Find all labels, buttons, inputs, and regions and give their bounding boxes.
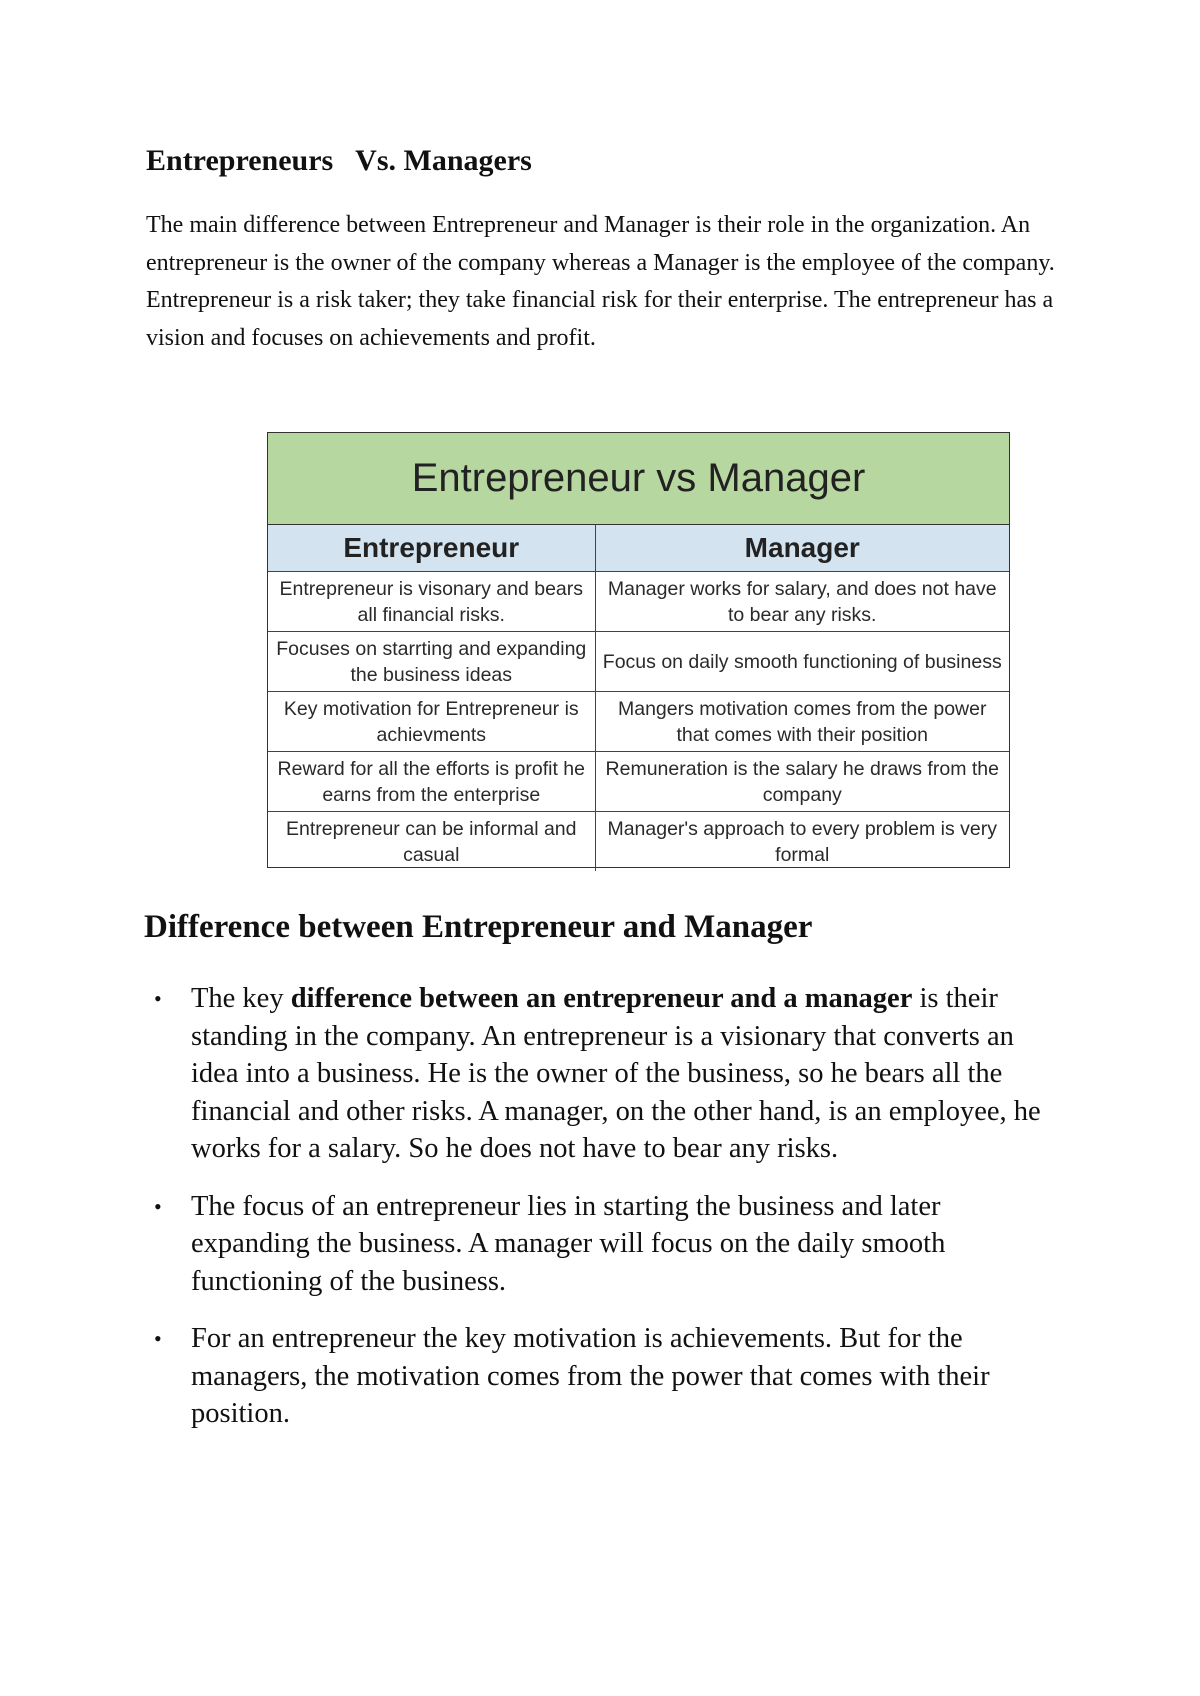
table-cell: Key motivation for Entrepreneur is achievments (268, 692, 595, 752)
table-cell: Manager works for salary, and does not have to bear any risks. (595, 572, 1009, 632)
figure-title: Entrepreneur vs Manager (268, 433, 1009, 525)
comparison-table (268, 525, 1009, 871)
table-cell: Focuses on starrting and expanding the business ideas (268, 632, 595, 692)
list-item (146, 1188, 1066, 1301)
bullet-text: The focus of an entrepreneur lies in starting the business and later expanding the business. A manager will focus on the daily smooth functioning of the business. (191, 1190, 946, 1297)
section-heading: Difference between Entrepreneur and Manager (144, 909, 813, 945)
table-cell: Manager's approach to every problem is very formal (595, 812, 1009, 872)
table-row (268, 812, 1009, 872)
bullet-icon: • (154, 1326, 162, 1351)
table-cell: Mangers motivation comes from the power that comes with their position (595, 692, 1009, 752)
table-header-row (268, 525, 1009, 572)
bullet-icon: • (154, 1193, 162, 1219)
table-row (268, 572, 1009, 632)
column-header-manager: Manager (595, 525, 1009, 572)
table-row (268, 632, 1009, 692)
table-cell: Remuneration is the salary he draws from the company (595, 752, 1009, 812)
comparison-figure (267, 432, 1010, 868)
intro-paragraph: The main difference between Entrepreneur and Manager is their role in the organization. An entrepreneur is the owner of the company whereas a Manager is the employee of the company. Entrepreneur is a risk taker; they take financial risk for their enterprise. The entrepreneur has a vision and focuses on achievements and profit. (146, 212, 1055, 351)
bullet-text-post: is their standing in the company. An entrepreneur is a visionary that converts an idea into a business. He is the owner of the business, so he bears all the financial and other risks. A manager, on the other hand, is an employee, he works for a salary. So he does not have to bear any risks. (191, 983, 1041, 1164)
bullet-list (146, 980, 1066, 1453)
table-row (268, 692, 1009, 752)
bullet-text: For an entrepreneur the key motivation is achievements. But for the managers, the motivation comes from the power that comes with their position. (191, 1323, 990, 1429)
list-item (146, 1320, 1066, 1433)
table-cell: Reward for all the efforts is profit he earns from the enterprise (268, 752, 595, 812)
bullet-text-pre: The key (191, 983, 291, 1014)
table-cell: Entrepreneur can be informal and casual (268, 812, 595, 872)
table-cell: Entrepreneur is visonary and bears all financial risks. (268, 572, 595, 632)
list-item (146, 980, 1066, 1168)
bullet-text-bold: difference between an entrepreneur and a manager (290, 983, 913, 1014)
table-row (268, 752, 1009, 812)
column-header-entrepreneur: Entrepreneur (268, 525, 595, 572)
table-cell: Focus on daily smooth functioning of business (595, 632, 1009, 692)
bullet-icon: • (154, 986, 162, 1011)
page-title: Entrepreneurs Vs. Managers (146, 144, 532, 177)
